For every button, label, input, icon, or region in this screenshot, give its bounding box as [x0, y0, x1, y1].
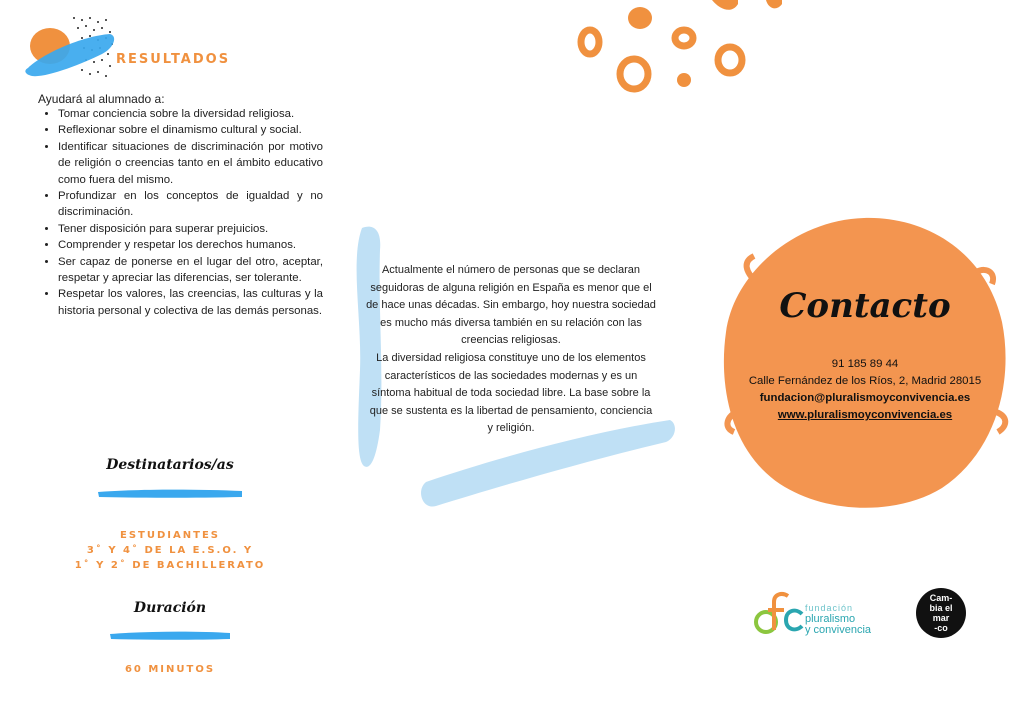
duracion-underline	[108, 629, 234, 641]
fpc-logo-line: y convivencia	[805, 624, 872, 636]
destinatarios-line: ESTUDIANTES	[120, 530, 220, 541]
orange-blobs-decoration	[570, 0, 790, 100]
list-item: • Identificar situaciones de discriminación por motivo de religión o creencias tanto en el ámbito educativo como fuera del mismo.	[58, 139, 323, 188]
list-item: • Comprender y respetar los derechos humanos.	[58, 237, 323, 253]
fpc-logo-text	[805, 603, 871, 636]
list-item: • Tomar conciencia sobre la diversidad religiosa.	[58, 106, 323, 122]
destinatarios-line: 1˚ Y 2˚ DE BACHILLERATO	[74, 560, 266, 571]
list-item: • Reflexionar sobre el dinamismo cultural y social.	[58, 122, 323, 138]
contact-email[interactable]: fundacion@pluralismoyconvivencia.es	[759, 392, 971, 404]
contact-phone: 91 185 89 44	[831, 358, 899, 370]
destinatarios-line: 3˚ Y 4˚ DE LA E.S.O. Y	[86, 545, 254, 556]
list-item: • Respetar los valores, las creencias, las culturas y la historia personal y colectiva de las demás personas.	[58, 286, 323, 319]
fpc-logo-line: pluralismo	[805, 613, 856, 625]
cambia-el-marco-logo	[916, 588, 966, 638]
duracion-value: 60 MINUTOS	[124, 664, 216, 675]
fpc-logo-line: fundación	[805, 603, 854, 613]
duracion-title: Duración	[133, 600, 207, 616]
contact-website-link[interactable]: www.pluralismoyconvivencia.es	[777, 409, 953, 421]
list-item: • Profundizar en los conceptos de igualdad y no discriminación.	[58, 188, 323, 221]
cambia-logo-line: mar	[932, 613, 950, 623]
resultados-intro: Ayudará al alumnado a:	[38, 92, 165, 106]
destinatarios-underline	[96, 486, 246, 500]
resultados-decoration	[22, 14, 118, 84]
middle-text	[366, 262, 656, 438]
contact-address: Calle Fernández de los Ríos, 2, Madrid 28015	[748, 375, 982, 387]
destinatarios-title: Destinatarios/as	[106, 457, 234, 473]
fpc-logo-icon	[752, 588, 804, 636]
contact-title: Contacto	[779, 286, 951, 326]
middle-paragraph: La diversidad religiosa constituye uno de los elementos característicos de las sociedades modernas y es un síntoma habitual de toda sociedad libre. La base sobre la que se sustenta es la libertad de pensamiento, conciencia y religión.	[369, 351, 653, 435]
cambia-logo-line: -co	[934, 623, 948, 633]
middle-paragraph: Actualmente el número de personas que se declaran seguidoras de alguna religión en España es menor que el de hace unas décadas. Sin embargo, hoy nuestra sociedad es mucho más diversa también en su relación con las creencias religiosas.	[366, 264, 656, 347]
cambia-logo-line: bia el	[929, 603, 953, 613]
resultados-title: RESULTADOS	[116, 52, 231, 67]
resultados-list	[38, 106, 323, 319]
contact-info	[730, 356, 1000, 424]
list-item: • Ser capaz de ponerse en el lugar del otro, aceptar, respetar y apreciar las diferencias, ser tolerante.	[58, 254, 323, 287]
cambia-logo-line: Cam-	[929, 593, 953, 603]
list-item: • Tener disposición para superar prejuicios.	[58, 221, 323, 237]
destinatarios-text	[60, 528, 280, 573]
